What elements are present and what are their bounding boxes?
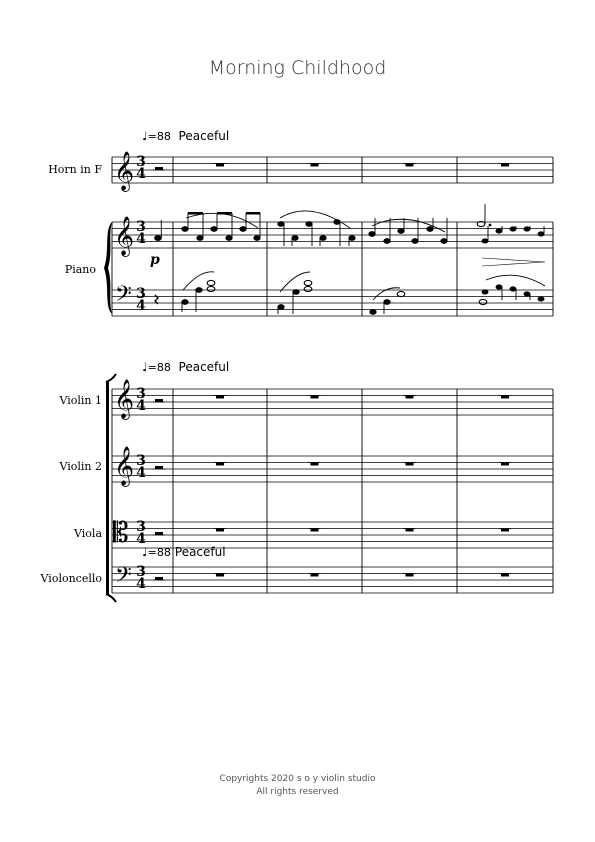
tempo-text: Peaceful: [174, 545, 226, 559]
dynamic-piano: p: [150, 252, 160, 268]
rights-line: All rights reserved: [256, 787, 339, 797]
instrument-label-violin1: Violin 1: [59, 394, 102, 407]
time-sig-top: 3: [136, 386, 146, 402]
measure-rest-violin1: [155, 399, 163, 402]
copyright-line: Copyrights 2020 s o y violin studio: [219, 774, 376, 784]
measure-rest-horn: [155, 167, 163, 170]
alto-clef-icon: 𝄡: [113, 516, 129, 549]
time-sig-top: 3: [136, 154, 146, 170]
measure-rest-horn: [311, 164, 319, 167]
measure-rest-violin2: [311, 463, 319, 466]
measure-rest-viola: [406, 529, 414, 532]
measure-rest-violin2: [501, 463, 509, 466]
time-sig-bottom: 4: [136, 398, 146, 414]
treble-clef-icon: 𝄞: [114, 151, 135, 191]
measure-rest-viola: [501, 529, 509, 532]
bass-clef-icon: 𝄢: [115, 282, 132, 312]
measure-rest-viola: [311, 529, 319, 532]
tempo-text: Peaceful: [178, 129, 230, 143]
time-sig-top: 3: [136, 286, 146, 302]
measure-rest-violin1: [311, 396, 319, 399]
quarter-note-icon: ♩: [142, 129, 148, 143]
measure-rest-cello: [406, 574, 414, 577]
piano-brace: [104, 222, 112, 314]
piano-lh-notes: [155, 272, 545, 315]
bass-clef-icon: 𝄢: [115, 563, 132, 593]
measure-rest-violin2: [155, 466, 163, 469]
instrument-label-horn: Horn in F: [48, 163, 102, 176]
measure-rest-cello: [501, 574, 509, 577]
measure-rest-violin1: [501, 396, 509, 399]
measure-rest-violin1: [406, 396, 414, 399]
time-sig-bottom: 4: [136, 231, 146, 247]
treble-clef-icon: 𝄞: [114, 379, 135, 419]
time-sig-top: 3: [136, 453, 146, 469]
time-sig-bottom: 4: [136, 465, 146, 481]
measure-rest-violin1: [216, 396, 224, 399]
time-sig-top: 3: [136, 564, 146, 580]
treble-clef-icon: 𝄞: [114, 216, 135, 256]
instrument-label-cello: Violoncello: [40, 572, 102, 585]
measure-rest-cello: [155, 577, 163, 580]
time-sig-top: 3: [136, 219, 146, 235]
time-sig-top: 3: [136, 519, 146, 535]
treble-clef-icon: 𝄞: [114, 446, 135, 486]
score-title: Morning Childhood: [208, 57, 387, 79]
measure-rest-cello: [311, 574, 319, 577]
instrument-label-violin2: Violin 2: [59, 460, 102, 473]
time-sig-bottom: 4: [136, 166, 146, 182]
tempo-bpm: =88: [147, 130, 171, 143]
measure-rest-cello: [216, 574, 224, 577]
tempo-bpm: =88: [147, 546, 171, 559]
time-sig-bottom: 4: [136, 298, 146, 314]
time-sig-bottom: 4: [136, 576, 146, 592]
instrument-label-viola: Viola: [74, 527, 102, 540]
tempo-bpm: =88: [147, 361, 171, 374]
measure-rest-violin2: [406, 463, 414, 466]
quarter-note-icon: ♩: [142, 545, 148, 559]
measure-rest-viola: [155, 532, 163, 535]
measure-rest-horn: [501, 164, 509, 167]
quarter-note-icon: ♩: [142, 360, 148, 374]
time-sig-bottom: 4: [136, 531, 146, 547]
measure-rest-violin2: [216, 463, 224, 466]
tempo-text: Peaceful: [178, 360, 230, 374]
measure-rest-horn: [406, 164, 414, 167]
instrument-label-piano: Piano: [64, 263, 96, 276]
copyright-footer: [0, 773, 595, 799]
measure-rest-viola: [216, 529, 224, 532]
measure-rest-horn: [216, 164, 224, 167]
